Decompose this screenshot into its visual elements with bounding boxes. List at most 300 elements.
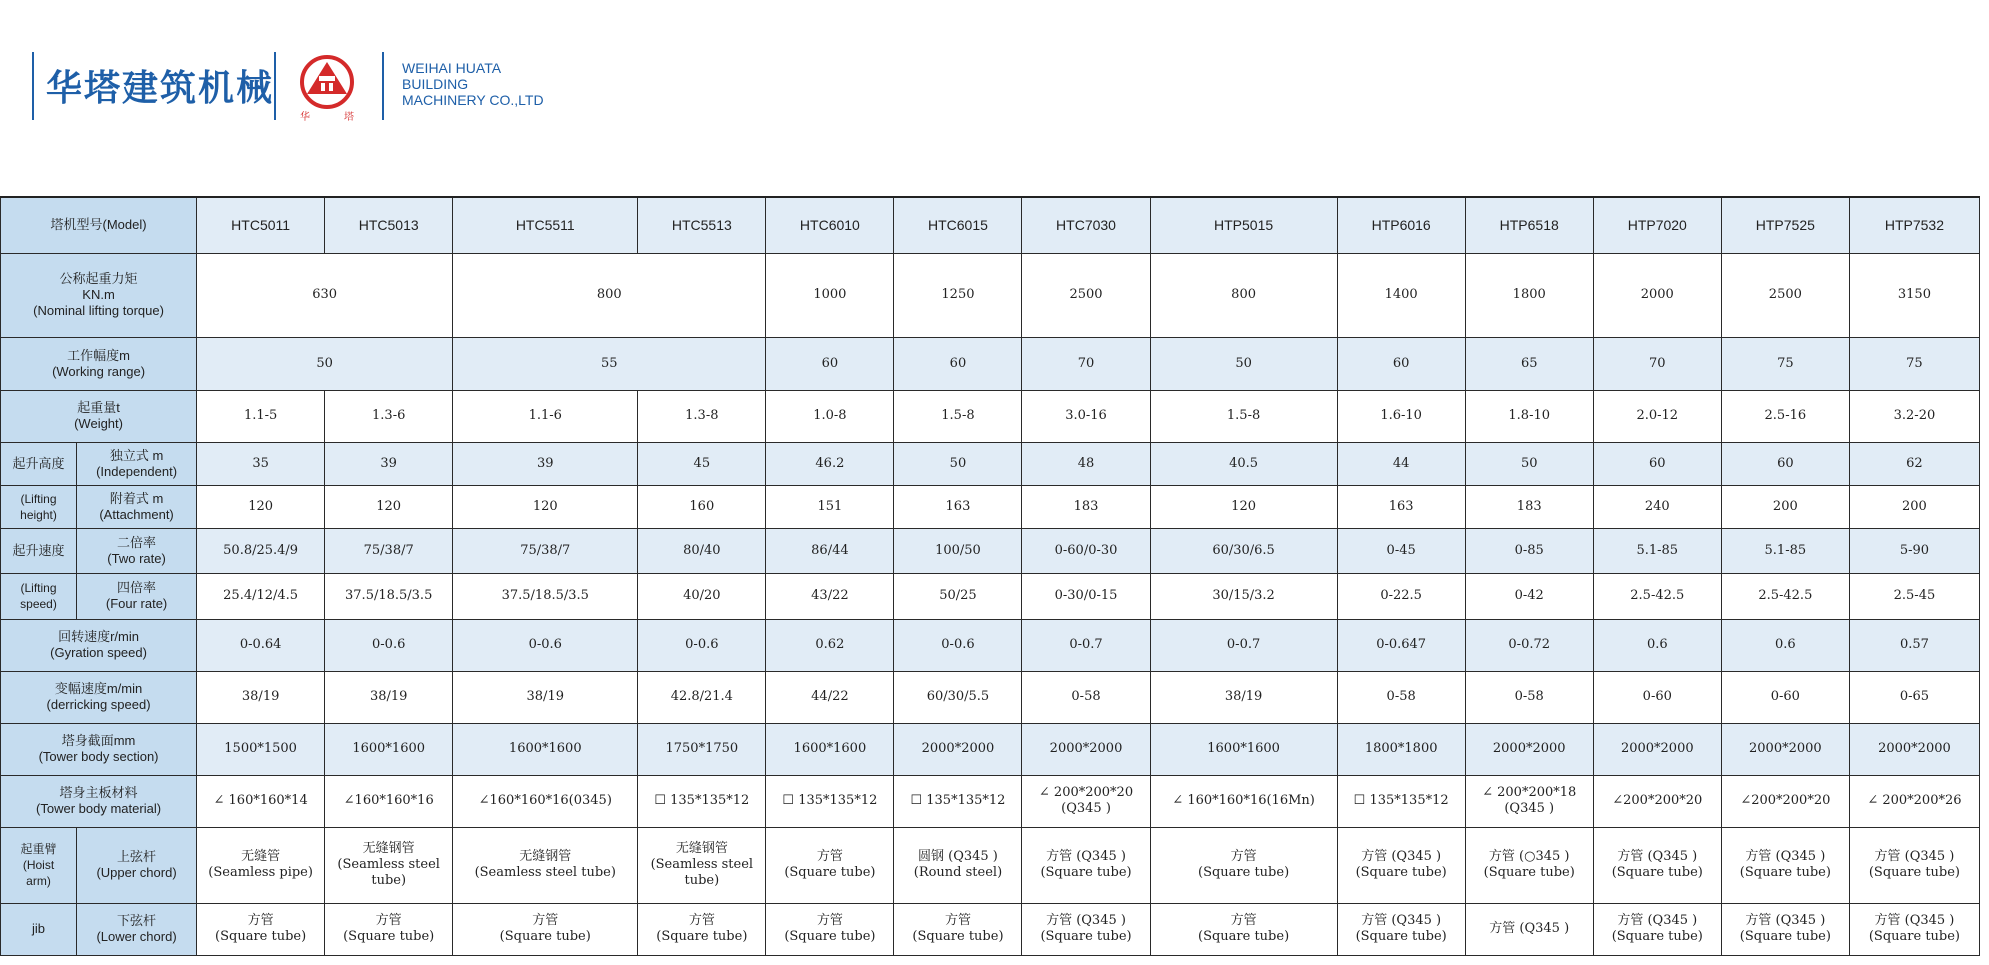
torque-label-en: (Nominal lifting torque)	[33, 303, 164, 318]
upper-chord-cell	[1337, 827, 1465, 903]
height-independent-row	[1, 442, 1980, 485]
speed-two-cell: 0-60/0-30	[1022, 528, 1150, 573]
gyration-label	[1, 619, 197, 671]
speed-two-cell: 80/40	[638, 528, 766, 573]
material-cell	[1465, 775, 1593, 827]
material-cell	[1593, 775, 1721, 827]
arm-label-en-1: (Hoist	[22, 858, 55, 872]
material-main: ∠ 160*160*16(16Mn)	[1172, 793, 1315, 808]
attachment-label-cn: 附着式 m	[109, 490, 164, 506]
four-rate-label	[77, 573, 197, 619]
chord-en: (Round steel)	[913, 865, 1003, 880]
section-cell: 1800*1800	[1337, 723, 1465, 775]
speed-four-cell: 40/20	[638, 573, 766, 619]
torque-cell: 1800	[1465, 253, 1593, 337]
upper-chord-cell	[638, 827, 766, 903]
speed-four-rate-row	[1, 573, 1980, 619]
weight-label-en: (Weight)	[74, 416, 123, 431]
range-cell: 60	[766, 337, 894, 390]
speed-four-cell: 2.5-45	[1849, 573, 1979, 619]
arm-label-cn: 起重臂	[20, 842, 57, 856]
gyration-cell: 0-0.7	[1022, 619, 1150, 671]
weight-label-cn: 起重量t	[77, 400, 120, 415]
material-label-en: (Tower body material)	[36, 801, 162, 816]
material-cell	[1022, 775, 1150, 827]
chord-cn: 方管	[816, 849, 843, 864]
lower-chord-cell	[325, 903, 453, 955]
material-main: ∠160*160*16(0345)	[478, 793, 612, 808]
chord-en: (Seamless steel	[650, 857, 754, 872]
chord-cn: 方管	[532, 913, 559, 928]
chord-en: (Square tube)	[1355, 865, 1447, 880]
material-label	[1, 775, 197, 827]
section-row	[1, 723, 1980, 775]
lower-chord-cell	[1150, 903, 1337, 955]
upper-chord-cell	[453, 827, 638, 903]
derricking-cell: 0-58	[1465, 671, 1593, 723]
speed-four-cell: 0-42	[1465, 573, 1593, 619]
gyration-cell: 0-0.64	[197, 619, 325, 671]
section-cell: 2000*2000	[1593, 723, 1721, 775]
height-group-label-en: (Lifting height)	[1, 485, 77, 528]
chord-en: (Square tube)	[1868, 929, 1961, 944]
height-independent-cell: 35	[197, 442, 325, 485]
model-cell: HTP5015	[1150, 197, 1337, 253]
speed-two-cell: 86/44	[766, 528, 894, 573]
chord-cn: 方管	[247, 913, 274, 928]
derricking-cell: 42.8/21.4	[638, 671, 766, 723]
speed-four-cell: 25.4/12/4.5	[197, 573, 325, 619]
chord-en: (Square tube)	[784, 929, 876, 944]
material-main: ☐ 135*135*12	[910, 793, 1006, 808]
chord-en: (Seamless steel	[337, 857, 440, 872]
height-attachment-cell: 183	[1022, 485, 1150, 528]
speed-two-cell: 5-90	[1849, 528, 1979, 573]
chord-en: (Square tube)	[1611, 929, 1703, 944]
lower-chord-cell	[1849, 903, 1979, 955]
section-cell: 2000*2000	[1465, 723, 1593, 775]
height-attachment-label	[77, 485, 197, 528]
lower-chord-cell	[1022, 903, 1150, 955]
gyration-cell: 0.62	[766, 619, 894, 671]
lower-chord-cell	[638, 903, 766, 955]
logo-char-right: 塔	[344, 112, 354, 123]
model-cell: HTC6010	[766, 197, 894, 253]
derricking-cell: 0-60	[1593, 671, 1721, 723]
height-attachment-cell: 200	[1849, 485, 1979, 528]
attachment-label-en: (Attachment)	[99, 506, 174, 522]
model-cell: HTP7525	[1721, 197, 1849, 253]
chord-cn: 无缝钢管	[362, 841, 415, 856]
chord-en: (Square tube)	[1611, 865, 1703, 880]
torque-label-cn: 公称起重力矩	[59, 271, 138, 286]
torque-label	[1, 253, 197, 337]
speed-four-cell: 0-30/0-15	[1022, 573, 1150, 619]
gyration-cell: 0-0.72	[1465, 619, 1593, 671]
company-logo-icon	[292, 54, 362, 124]
brand-en-line: BUILDING	[402, 76, 469, 92]
speed-group-label-en: (Lifting speed)	[1, 573, 77, 619]
height-attachment-cell: 200	[1721, 485, 1849, 528]
logo-char-left: 华	[300, 112, 310, 123]
material-main: ∠ 160*160*14	[213, 793, 308, 808]
speed-two-cell: 50.8/25.4/9	[197, 528, 325, 573]
lower-chord-label	[77, 903, 197, 955]
independent-label-cn: 独立式 m	[109, 447, 164, 463]
material-cell	[1150, 775, 1337, 827]
lower-chord-cell	[894, 903, 1022, 955]
material-grade: (Q345 )	[1504, 801, 1555, 816]
right-divider	[382, 52, 384, 120]
chord-en: (Square tube)	[1739, 865, 1831, 880]
section-label-en: (Tower body section)	[38, 749, 159, 764]
weight-cell: 1.6-10	[1337, 390, 1465, 442]
material-grade: (Q345 )	[1061, 801, 1111, 816]
model-cell: HTP7532	[1849, 197, 1979, 253]
derricking-cell: 38/19	[197, 671, 325, 723]
torque-cell: 1000	[766, 253, 894, 337]
two-rate-label-cn: 二倍率	[117, 534, 157, 550]
arm-group-label	[1, 827, 77, 903]
speed-two-cell: 75/38/7	[325, 528, 453, 573]
section-cell: 1600*1600	[453, 723, 638, 775]
chord-en: (Square tube)	[1198, 865, 1290, 880]
weight-cell: 3.0-16	[1022, 390, 1150, 442]
chord-en: (Square tube)	[1739, 929, 1831, 944]
height-independent-cell: 60	[1721, 442, 1849, 485]
brand-chinese-name: 华塔建筑机械	[46, 68, 275, 109]
material-main: ∠200*200*20	[1612, 793, 1703, 808]
height-independent-cell: 60	[1593, 442, 1721, 485]
torque-cell: 1400	[1337, 253, 1465, 337]
material-label-cn: 塔身主板材料	[59, 785, 138, 800]
height-independent-cell: 50	[894, 442, 1022, 485]
chord-en: (Seamless pipe)	[208, 865, 313, 880]
upper-chord-row	[1, 827, 1980, 903]
height-independent-cell: 48	[1022, 442, 1150, 485]
range-label	[1, 337, 197, 390]
chord-cn: 方管 (Q345 )	[1361, 849, 1442, 864]
derricking-label-cn: 变幅速度m/min	[54, 681, 143, 696]
weight-cell: 1.1-5	[197, 390, 325, 442]
gyration-cell: 0.6	[1593, 619, 1721, 671]
range-row	[1, 337, 1980, 390]
weight-cell: 2.5-16	[1721, 390, 1849, 442]
model-cell: HTP6016	[1337, 197, 1465, 253]
section-label-cn: 塔身截面mm	[61, 733, 136, 748]
height-independent-cell: 45	[638, 442, 766, 485]
chord-cn: 无缝钢管	[519, 849, 572, 864]
chord-cn: 无缝钢管	[675, 841, 728, 856]
lower-chord-cell	[1721, 903, 1849, 955]
speed-four-cell: 37.5/18.5/3.5	[325, 573, 453, 619]
derricking-row	[1, 671, 1980, 723]
upper-chord-cell	[894, 827, 1022, 903]
height-independent-cell: 50	[1465, 442, 1593, 485]
chord-en: (Square tube)	[215, 929, 307, 944]
upper-chord-cell	[197, 827, 325, 903]
upper-chord-cell	[1593, 827, 1721, 903]
chord-en: (Square tube)	[1355, 929, 1447, 944]
section-cell: 2000*2000	[1022, 723, 1150, 775]
chord-cn: 方管 (Q345 )	[1745, 913, 1826, 928]
chord-en: (Square tube)	[499, 929, 591, 944]
four-rate-label-en: (Four rate)	[105, 596, 168, 611]
weight-cell: 1.1-6	[453, 390, 638, 442]
lower-chord-cell	[1593, 903, 1721, 955]
speed-two-rate-row	[1, 528, 1980, 573]
chord-cn: 方管	[944, 913, 971, 928]
upper-chord-cell	[325, 827, 453, 903]
speed-two-cell: 0-85	[1465, 528, 1593, 573]
lower-chord-cell	[1337, 903, 1465, 955]
speed-two-cell: 75/38/7	[453, 528, 638, 573]
height-attachment-cell: 120	[325, 485, 453, 528]
derricking-cell: 0-58	[1337, 671, 1465, 723]
height-attachment-cell: 163	[894, 485, 1022, 528]
height-attachment-cell: 120	[197, 485, 325, 528]
material-main: ∠200*200*20	[1740, 793, 1831, 808]
torque-cell: 1250	[894, 253, 1022, 337]
range-cell: 50	[1150, 337, 1337, 390]
range-cell: 75	[1849, 337, 1979, 390]
speed-four-cell: 37.5/18.5/3.5	[453, 573, 638, 619]
weight-cell: 1.5-8	[894, 390, 1022, 442]
model-row	[1, 197, 1980, 253]
chord-cn: 方管 (Q345 )	[1046, 849, 1126, 864]
gyration-cell: 0.6	[1721, 619, 1849, 671]
section-cell: 1750*1750	[638, 723, 766, 775]
height-independent-cell: 62	[1849, 442, 1979, 485]
weight-label	[1, 390, 197, 442]
chord-cn: 方管 (Q345 )	[1046, 913, 1126, 928]
section-cell: 1600*1600	[325, 723, 453, 775]
speed-four-cell: 0-22.5	[1337, 573, 1465, 619]
range-label-en: (Working range)	[52, 363, 146, 379]
chord-en: (Seamless steel tube)	[474, 865, 616, 880]
range-cell: 70	[1593, 337, 1721, 390]
height-attachment-cell: 120	[1150, 485, 1337, 528]
speed-two-cell: 0-45	[1337, 528, 1465, 573]
chord-cn: 方管 (Q345 )	[1489, 921, 1570, 936]
gyration-cell: 0-0.6	[894, 619, 1022, 671]
speed-group-label-cn: 起升速度	[1, 528, 77, 573]
lower-chord-row	[1, 903, 1980, 955]
material-main: ∠ 200*200*26	[1867, 793, 1962, 808]
weight-cell: 1.3-6	[325, 390, 453, 442]
chord-cn: 方管	[688, 913, 715, 928]
chord-en-cont: tube)	[371, 873, 407, 888]
height-group-label-cn: 起升高度	[1, 442, 77, 485]
derricking-cell: 44/22	[766, 671, 894, 723]
lower-chord-cell	[1465, 903, 1593, 955]
four-rate-label-cn: 四倍率	[117, 580, 157, 595]
torque-cell: 2500	[1022, 253, 1150, 337]
section-cell: 1600*1600	[1150, 723, 1337, 775]
derricking-cell: 38/19	[453, 671, 638, 723]
chord-cn: 方管 (Q345 )	[1745, 849, 1826, 864]
material-cell	[197, 775, 325, 827]
gyration-row	[1, 619, 1980, 671]
speed-two-cell: 100/50	[894, 528, 1022, 573]
upper-chord-cell	[1465, 827, 1593, 903]
weight-cell: 1.8-10	[1465, 390, 1593, 442]
chord-cn: 方管 (Q345 )	[1617, 849, 1698, 864]
gyration-label-en: (Gyration speed)	[50, 645, 147, 660]
header	[0, 0, 1989, 150]
weight-cell: 1.0-8	[766, 390, 894, 442]
range-cell: 75	[1721, 337, 1849, 390]
model-cell: HTP7020	[1593, 197, 1721, 253]
left-divider	[32, 52, 34, 120]
model-cell: HTC5513	[638, 197, 766, 253]
material-cell	[766, 775, 894, 827]
torque-cell: 800	[1150, 253, 1337, 337]
height-independent-cell: 46.2	[766, 442, 894, 485]
weight-cell: 1.3-8	[638, 390, 766, 442]
lower-chord-cell	[197, 903, 325, 955]
lower-chord-label-en: (Lower chord)	[96, 929, 177, 944]
upper-chord-cell	[766, 827, 894, 903]
section-cell: 1600*1600	[766, 723, 894, 775]
gyration-cell: 0-0.7	[1150, 619, 1337, 671]
derricking-cell: 38/19	[325, 671, 453, 723]
material-main: ∠ 200*200*18	[1482, 785, 1577, 800]
spec-table-wrapper	[0, 196, 1980, 956]
chord-cn: 方管 (Q345 )	[1874, 913, 1955, 928]
spec-table	[0, 196, 1980, 956]
chord-en: (Square tube)	[343, 929, 435, 944]
brand-en-line: WEIHAI HUATA	[402, 60, 502, 76]
chord-en: (Square tube)	[912, 929, 1004, 944]
lower-chord-label-cn: 下弦杆	[117, 913, 157, 928]
torque-label-unit: KN.m	[82, 287, 115, 302]
chord-en-cont: tube)	[684, 873, 720, 888]
derricking-label	[1, 671, 197, 723]
middle-divider	[274, 52, 276, 120]
material-row	[1, 775, 1980, 827]
gyration-cell: 0-0.6	[325, 619, 453, 671]
weight-cell: 3.2-20	[1849, 390, 1979, 442]
material-main: ∠160*160*16	[343, 793, 434, 808]
range-cell: 70	[1022, 337, 1150, 390]
height-independent-label	[77, 442, 197, 485]
weight-cell: 1.5-8	[1150, 390, 1337, 442]
range-cell: 55	[453, 337, 766, 390]
height-attachment-row	[1, 485, 1980, 528]
height-independent-cell: 40.5	[1150, 442, 1337, 485]
height-attachment-cell: 163	[1337, 485, 1465, 528]
material-cell	[894, 775, 1022, 827]
upper-chord-label-cn: 上弦杆	[117, 849, 157, 864]
derricking-cell: 38/19	[1150, 671, 1337, 723]
range-cell: 50	[197, 337, 453, 390]
derricking-cell: 0-58	[1022, 671, 1150, 723]
speed-four-cell: 2.5-42.5	[1721, 573, 1849, 619]
model-cell: HTC5511	[453, 197, 638, 253]
weight-cell: 2.0-12	[1593, 390, 1721, 442]
torque-cell: 800	[453, 253, 766, 337]
chord-en: (Square tube)	[1040, 865, 1132, 880]
speed-four-cell: 30/15/3.2	[1150, 573, 1337, 619]
upper-chord-cell	[1721, 827, 1849, 903]
range-cell: 60	[1337, 337, 1465, 390]
material-main: ☐ 135*135*12	[782, 793, 878, 808]
chord-cn: 方管 (○345 )	[1488, 849, 1570, 864]
gyration-cell: 0-0.647	[1337, 619, 1465, 671]
torque-cell: 2000	[1593, 253, 1721, 337]
derricking-cell: 60/30/5.5	[894, 671, 1022, 723]
section-cell: 2000*2000	[894, 723, 1022, 775]
speed-two-cell: 5.1-85	[1593, 528, 1721, 573]
lower-chord-cell	[453, 903, 638, 955]
model-label: 塔机型号(Model)	[1, 197, 197, 253]
torque-row	[1, 253, 1980, 337]
material-main: ☐ 135*135*12	[654, 793, 750, 808]
chord-cn: 方管	[816, 913, 843, 928]
jib-label: jib	[1, 903, 77, 955]
chord-en: (Square tube)	[1040, 929, 1132, 944]
speed-four-cell: 2.5-42.5	[1593, 573, 1721, 619]
model-cell: HTC5013	[325, 197, 453, 253]
upper-chord-cell	[1150, 827, 1337, 903]
arm-label-en-2: arm)	[26, 874, 51, 888]
chord-cn: 方管	[1230, 849, 1257, 864]
chord-en: (Square tube)	[1198, 929, 1290, 944]
upper-chord-label-en: (Upper chord)	[96, 865, 177, 880]
range-label-cn: 工作幅度m	[67, 347, 130, 363]
material-cell	[638, 775, 766, 827]
independent-label-en: (Independent)	[96, 463, 178, 479]
height-attachment-cell: 183	[1465, 485, 1593, 528]
torque-cell: 630	[197, 253, 453, 337]
two-rate-label-en: (Two rate)	[107, 550, 166, 566]
material-cell	[1721, 775, 1849, 827]
torque-cell: 2500	[1721, 253, 1849, 337]
speed-four-cell: 43/22	[766, 573, 894, 619]
chord-en: (Square tube)	[656, 929, 748, 944]
derricking-cell: 0-60	[1721, 671, 1849, 723]
chord-cn: 方管 (Q345 )	[1617, 913, 1698, 928]
brand-en-line: MACHINERY CO.,LTD	[402, 92, 544, 108]
weight-row	[1, 390, 1980, 442]
chord-cn: 方管 (Q345 )	[1874, 849, 1955, 864]
chord-en: (Square tube)	[1868, 865, 1961, 880]
chord-en: (Square tube)	[784, 865, 876, 880]
chord-cn: 方管 (Q345 )	[1361, 913, 1442, 928]
range-cell: 65	[1465, 337, 1593, 390]
model-cell: HTC6015	[894, 197, 1022, 253]
upper-chord-cell	[1849, 827, 1979, 903]
height-attachment-cell: 151	[766, 485, 894, 528]
gyration-cell: 0.57	[1849, 619, 1979, 671]
material-cell	[453, 775, 638, 827]
derricking-cell: 0-65	[1849, 671, 1979, 723]
height-attachment-cell: 240	[1593, 485, 1721, 528]
upper-chord-cell	[1022, 827, 1150, 903]
height-attachment-cell: 160	[638, 485, 766, 528]
material-cell	[1337, 775, 1465, 827]
section-label	[1, 723, 197, 775]
height-independent-cell: 44	[1337, 442, 1465, 485]
section-cell: 2000*2000	[1849, 723, 1979, 775]
chord-cn: 无缝管	[241, 849, 281, 864]
height-independent-cell: 39	[453, 442, 638, 485]
material-cell	[1849, 775, 1979, 827]
model-cell: HTC5011	[197, 197, 325, 253]
speed-two-cell: 5.1-85	[1721, 528, 1849, 573]
torque-cell: 3150	[1849, 253, 1979, 337]
